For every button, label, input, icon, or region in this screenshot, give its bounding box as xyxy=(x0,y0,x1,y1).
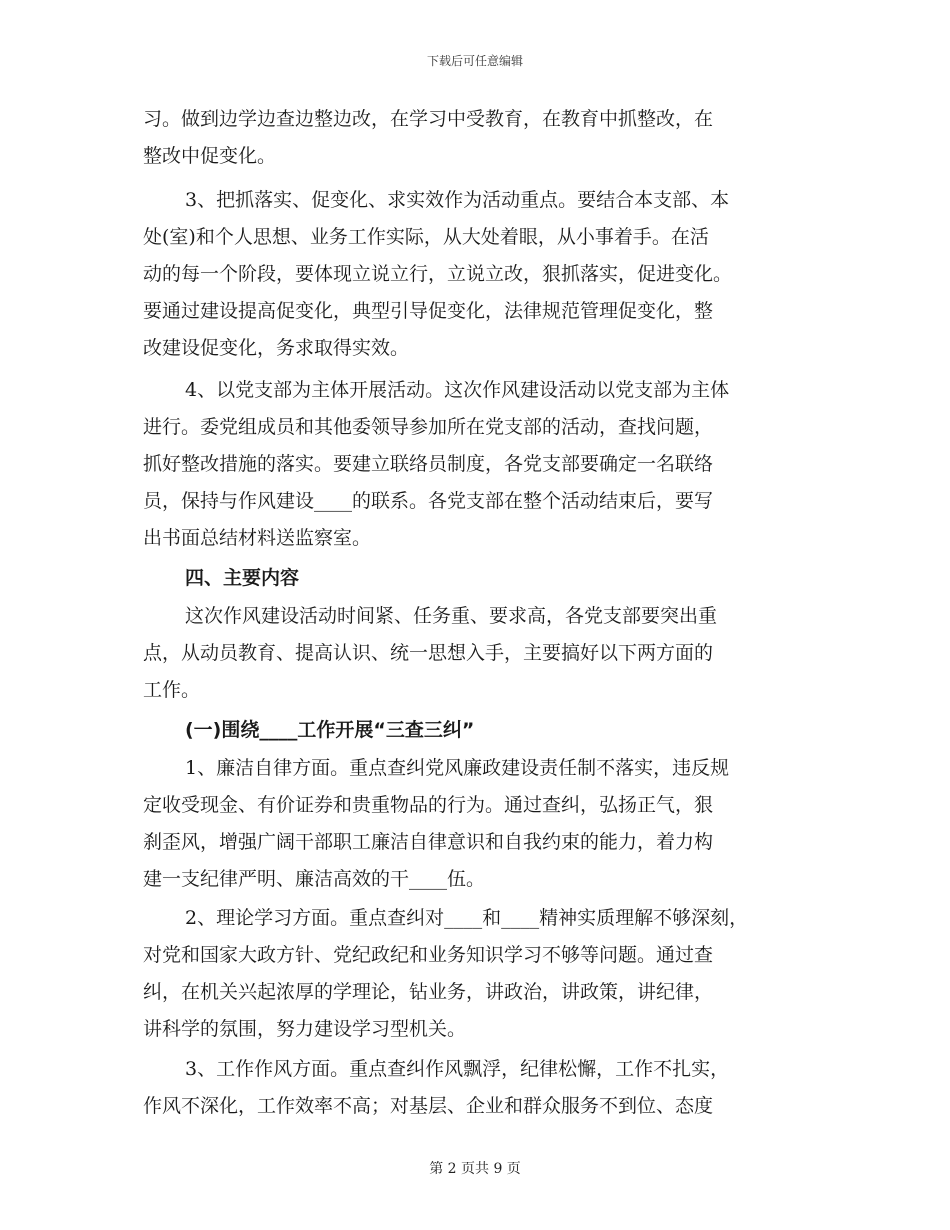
body-line-2: 整改中促变化。 xyxy=(143,145,277,167)
body-line-27: 作风不深化，工作效率不高；对基层、企业和群众服务不到位、态度 xyxy=(143,1095,714,1117)
body-line-10: 抓好整改措施的落实。要建立联络员制度，各党支部要确定一名联络 xyxy=(143,453,714,475)
body-line-11: 员，保持与作风建设____的联系。各党支部在整个活动结束后，要写 xyxy=(143,490,714,512)
body-line-4: 处(室)和个人思想、业务工作实际，从大处着眼，从小事着手。在活 xyxy=(143,226,709,248)
body-line-23: 对党和国家大政方针、党纪政纪和业务知识学习不够等问题。通过查 xyxy=(143,944,714,966)
body-line-19: 定收受现金、有价证券和贵重物品的行为。通过查纠，弘扬正气，狠 xyxy=(143,794,714,816)
body-line-1: 习。做到边学边查边整边改，在学习中受教育，在教育中抓整改，在 xyxy=(143,108,714,130)
section-heading-main-content: 四、主要内容 xyxy=(185,567,300,589)
body-line-20: 刹歪风，增强广阔干部职工廉洁自律意识和自我约束的能力，着力构 xyxy=(143,831,714,853)
body-line-22: 2、理论学习方面。重点查纠对____和____精神实质理解不够深刻， xyxy=(185,907,749,929)
body-line-12: 出书面总结材料送监察室。 xyxy=(143,527,372,549)
subsection-heading: (一)围绕____工作开展“三查三纠” xyxy=(185,719,475,741)
body-line-24: 纠，在机关兴起浓厚的学理论，钻业务，讲政治，讲政策，讲纪律， xyxy=(143,981,714,1003)
body-line-21: 建一支纪律严明、廉洁高效的干____伍。 xyxy=(143,868,486,890)
body-line-26: 3、工作作风方面。重点查纠作风飘浮，纪律松懈，工作不扎实， xyxy=(185,1058,730,1080)
body-line-5: 动的每一个阶段，要体现立说立行，立说立改，狠抓落实，促进变化。 xyxy=(143,263,733,285)
body-line-3: 3、把抓落实、促变化、求实效作为活动重点。要结合本支部、本 xyxy=(185,189,730,211)
body-line-9: 进行。委党组成员和其他委领导参加所在党支部的活动，查找问题， xyxy=(143,416,714,438)
body-line-6: 要通过建设提高促变化，典型引导促变化，法律规范管理促变化，整 xyxy=(143,300,714,322)
body-line-15: 点，从动员教育、提高认识、统一思想入手，主要搞好以下两方面的 xyxy=(143,642,714,664)
body-line-8: 4、以党支部为主体开展活动。这次作风建设活动以党支部为主体 xyxy=(185,379,730,401)
page-header-note: 下载后可任意编辑 xyxy=(426,54,523,68)
body-line-25: 讲科学的氛围，努力建设学习型机关。 xyxy=(143,1018,467,1040)
body-line-18: 1、廉洁自律方面。重点查纠党风廉政建设责任制不落实，违反规 xyxy=(185,757,730,779)
page-number-footer: 第 2 页共 9 页 xyxy=(429,1161,521,1177)
body-line-7: 改建设促变化，务求取得实效。 xyxy=(143,337,410,359)
body-line-14: 这次作风建设活动时间紧、任务重、要求高，各党支部要突出重 xyxy=(185,605,718,627)
body-line-16: 工作。 xyxy=(143,679,201,701)
